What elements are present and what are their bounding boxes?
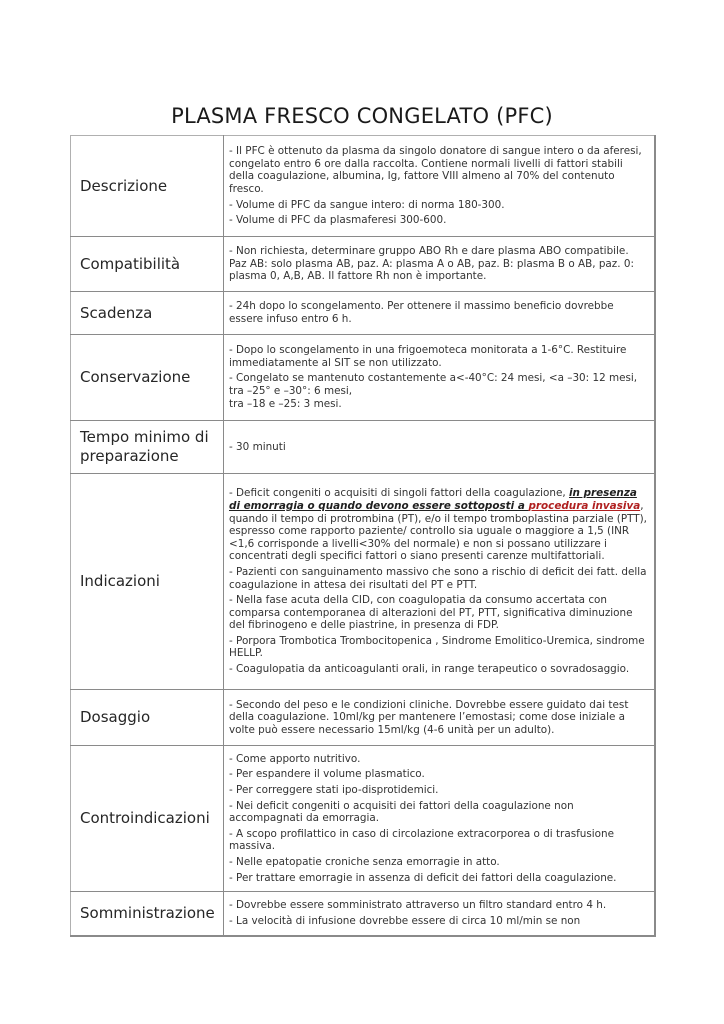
paragraph-text: , quando il tempo di protrombina (PT), e/o il tempo tromboplastina parziale (PTT), espresso come rapporto paziente/ controllo sia uguale o maggiore a 1,5 (INR <1,6 corrisponde a livelli<30% del normale) e non si possano utilizzare i concentrati degli specifici fattori o siano presenti carenze multifattoriali. — [229, 499, 647, 563]
row-paragraph: - Per trattare emorragie in assenza di deficit dei fattori della coagulazione. — [229, 871, 617, 884]
row-label: Compatibilità — [71, 237, 224, 292]
table-row-controindicazioni — [71, 746, 655, 892]
emphasis-red-text: procedura invasiva — [528, 499, 641, 512]
table-row-dosaggio — [71, 690, 655, 746]
row-paragraph: - Nelle epatopatie croniche senza emorragie in atto. — [229, 855, 500, 868]
row-paragraph: - Per correggere stati ipo-disprotidemici. — [229, 784, 439, 797]
row-label: Conservazione — [71, 335, 224, 421]
row-paragraph: tra –18 e –25: 3 mesi. — [229, 398, 342, 411]
row-content — [224, 292, 655, 335]
row-label: Somministrazione — [71, 892, 224, 936]
row-paragraph: - A scopo profilattico in caso di circolazione extracorporea o di trasfusione massiva. — [229, 827, 614, 853]
table-row-tempo-minimo — [71, 421, 655, 474]
row-paragraph: - Dovrebbe essere somministrato attraverso un filtro standard entro 4 h. — [229, 899, 607, 912]
table-row-scadenza — [71, 292, 655, 335]
row-paragraph: - Non richiesta, determinare gruppo ABO Rh e dare plasma ABO compatibile. Paz AB: solo plasma AB, paz. A: plasma A o AB, paz. B: plasma B o AB, paz. 0: plasma 0, A,B, AB. Il fattore Rh non è importante. — [229, 245, 634, 283]
row-paragraph: - Pazienti con sanguinamento massivo che sono a rischio di deficit dei fatt. della coagulazione in attesa dei risultati del PT e PTT. — [229, 565, 647, 591]
emphasis-text: in presenza di emorragia o quando devono essere sottoposti a — [229, 487, 637, 512]
row-paragraph: - Volume di PFC da plasmaferesi 300-600. — [229, 214, 447, 227]
row-paragraph: - 30 minuti — [229, 440, 286, 453]
row-content — [224, 136, 655, 237]
row-paragraph: - Il PFC è ottenuto da plasma da singolo donatore di sangue intero o da aferesi, congelato entro 6 ore dalla raccolta. Contiene normali livelli di fattori stabili della coagulazione, albumina, Ig, fattore VIII almeno al 70% del contenuto fresco. — [229, 145, 642, 195]
table-row-indicazioni — [71, 474, 655, 690]
row-label: Scadenza — [71, 292, 224, 335]
row-content — [224, 892, 655, 936]
row-paragraph — [229, 487, 648, 563]
row-content — [224, 421, 655, 474]
row-paragraph: - Come apporto nutritivo. — [229, 752, 361, 765]
row-paragraph: - Coagulopatia da anticoagulanti orali, in range terapeutico o sovradosaggio. — [229, 663, 630, 676]
row-paragraph: - La velocità di infusione dovrebbe essere di circa 10 ml/min se non — [229, 914, 581, 927]
paragraph-text: - Deficit congeniti o acquisiti di singoli fattori della coagulazione, — [229, 487, 569, 500]
row-label: Dosaggio — [71, 690, 224, 746]
row-content — [224, 474, 655, 690]
row-paragraph: - Secondo del peso e le condizioni cliniche. Dovrebbe essere guidato dai test della coagulazione. 10ml/kg per mantenere l’emostasi; come dose iniziale a volte può essere necessario 15ml/kg (4-6 unità per un adulto). — [229, 698, 629, 736]
table-row-descrizione — [71, 136, 655, 237]
pfc-info-table — [70, 135, 656, 937]
row-content — [224, 690, 655, 746]
row-paragraph: - 24h dopo lo scongelamento. Per ottenere il massimo beneficio dovrebbe essere infuso entro 6 h. — [229, 300, 614, 325]
row-paragraph: - Dopo lo scongelamento in una frigoemoteca monitorata a 1-6°C. Restituire immediatamente al SIT se non utilizzato. — [229, 344, 627, 369]
table-row-compatibilita — [71, 237, 655, 292]
row-paragraph: - Nella fase acuta della CID, con coagulopatia da consumo accertata con comparsa contemporanea di alterazioni del PT, PTT, significativa diminuzione del fibrinogeno e delle piastrine, in presenza di FDP. — [229, 594, 633, 632]
table-row-conservazione — [71, 335, 655, 421]
row-paragraph: - Nei deficit congeniti o acquisiti dei fattori della coagulazione non accompagnati da emorragia. — [229, 799, 574, 825]
row-paragraph: - Volume di PFC da sangue intero: di norma 180-300. — [229, 198, 505, 211]
row-label: Controindicazioni — [71, 746, 224, 892]
row-label: Tempo minimo di preparazione — [71, 421, 224, 474]
row-label: Indicazioni — [71, 474, 224, 690]
row-content — [224, 746, 655, 892]
row-paragraph: - Per espandere il volume plasmatico. — [229, 768, 425, 781]
page-title: PLASMA FRESCO CONGELATO (PFC) — [171, 104, 553, 129]
row-paragraph: - Porpora Trombotica Trombocitopenica , Sindrome Emolitico-Uremica, sindrome HELLP. — [229, 634, 645, 660]
row-content — [224, 237, 655, 292]
row-content — [224, 335, 655, 421]
table-row-somministrazione — [71, 892, 655, 936]
row-label: Descrizione — [71, 136, 224, 237]
row-paragraph: - Congelato se mantenuto costantemente a<-40°C: 24 mesi, <a –30: 12 mesi, tra –25° e –30°: 6 mesi, — [229, 372, 638, 397]
